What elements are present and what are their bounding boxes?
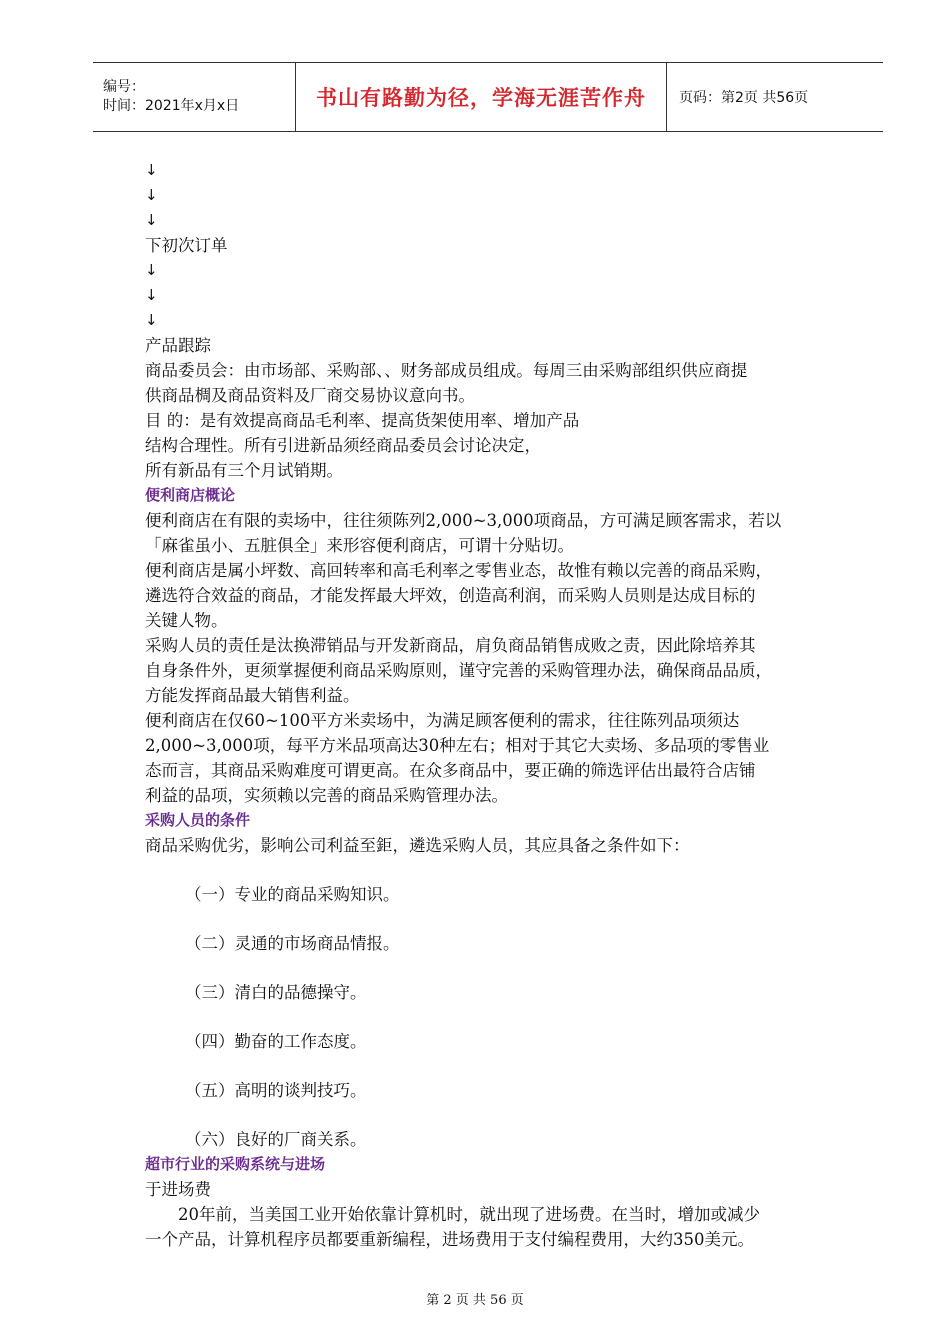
paragraph-line: 便利商店在有限的卖场中，往往须陈列2,000~3,000项商品，方可满足顾客需求，若以 — [145, 511, 782, 530]
list-item: （六）良好的厂商关系。 — [185, 1130, 367, 1149]
header-motto: 书山有路勤为径，学海无涯苦作舟 — [295, 63, 667, 131]
list-item: （三）清白的品德操守。 — [185, 983, 367, 1002]
header-meta-cell — [93, 63, 295, 131]
list-item: （五）高明的谈判技巧。 — [185, 1081, 367, 1100]
flow-arrow: ↓ — [145, 311, 158, 329]
paragraph-line: 便利商店是属小坪数、高回转率和高毛利率之零售业态，故惟有赖以完善的商品采购， — [145, 561, 772, 580]
paragraph-line: 「麻雀虽小、五脏俱全」来形容便利商店，可谓十分贴切。 — [145, 536, 574, 555]
committee-line: 结构合理性。所有引进新品须经商品委员会讨论决定， — [145, 436, 541, 455]
code-label: 编号： — [103, 79, 145, 95]
list-item: （一）专业的商品采购知识。 — [185, 885, 400, 904]
flow-arrow: ↓ — [145, 186, 158, 204]
paragraph-line: 一个产品，计算机程序员都要重新编程，进场费用于支付编程费用，大约350美元。 — [145, 1230, 754, 1249]
list-item: （四）勤奋的工作态度。 — [185, 1032, 367, 1051]
flow-arrow: ↓ — [145, 211, 158, 229]
page-footer: 第 2 页 共 56 页 — [426, 1293, 524, 1308]
committee-line: 目 的：是有效提高商品毛利率、提高货架使用率、增加产品 — [145, 411, 580, 430]
section-heading: 超市行业的采购系统与进场 — [145, 1155, 326, 1173]
paragraph-line: 20年前，当美国工业开始依靠计算机时，就出现了进场费。在当时，增加或减少 — [178, 1205, 760, 1224]
flow-arrow: ↓ — [145, 261, 158, 279]
flow-arrow: ↓ — [145, 161, 158, 179]
document-body — [145, 158, 835, 1252]
paragraph-line: 利益的品项，实须赖以完善的商品采购管理办法。 — [145, 786, 508, 805]
time-label: 时间：2021年x月x日 — [103, 98, 240, 114]
subheading: 于进场费 — [145, 1180, 211, 1199]
flow-step-initial-order: 下初次订单 — [145, 236, 228, 255]
committee-line: 供商品椆及商品资料及厂商交易协议意向书。 — [145, 386, 475, 405]
paragraph-line: 2,000~3,000项，每平方米品项高达30种左右；相对于其它大卖场、多品项的零售业 — [145, 736, 770, 755]
header-page-label: 页码：第2页 共56页 — [679, 90, 809, 106]
paragraph-line: 态而言，其商品采购难度可谓更高。在众多商品中，要正确的筛选评估出最符合店铺 — [145, 761, 756, 780]
paragraph-line: 方能发挥商品最大销售利益。 — [145, 686, 360, 705]
paragraph-line: 遴选符合效益的商品，才能发挥最大坪效，创造高利润，而采购人员则是达成目标的 — [145, 586, 756, 605]
flow-arrow: ↓ — [145, 286, 158, 304]
section-heading: 便利商店概论 — [145, 486, 236, 504]
paragraph-line: 自身条件外，更须掌握便利商品采购原则，谨守完善的采购管理办法，确保商品品质， — [145, 661, 772, 680]
committee-line: 所有新品有三个月试销期。 — [145, 461, 343, 480]
list-item: （二）灵通的市场商品情报。 — [185, 934, 400, 953]
paragraph-line: 便利商店在仅60~100平方米卖场中，为满足顾客便利的需求，往往陈列品项须达 — [145, 711, 740, 730]
committee-line: 商品委员会：由市场部、采购部、、财务部成员组成。每周三由采购部组织供应商提 — [145, 361, 748, 380]
document-header — [93, 62, 883, 132]
flow-step-product-tracking: 产品跟踪 — [145, 336, 211, 355]
paragraph-line: 商品采购优劣，影响公司利益至鉅，遴选采购人员，其应具备之条件如下： — [145, 836, 690, 855]
paragraph-line: 采购人员的责任是汰换滞销品与开发新商品，肩负商品销售成败之责，因此除培养其 — [145, 636, 756, 655]
paragraph-line: 关键人物。 — [145, 611, 228, 630]
section-heading: 采购人员的条件 — [145, 811, 251, 829]
